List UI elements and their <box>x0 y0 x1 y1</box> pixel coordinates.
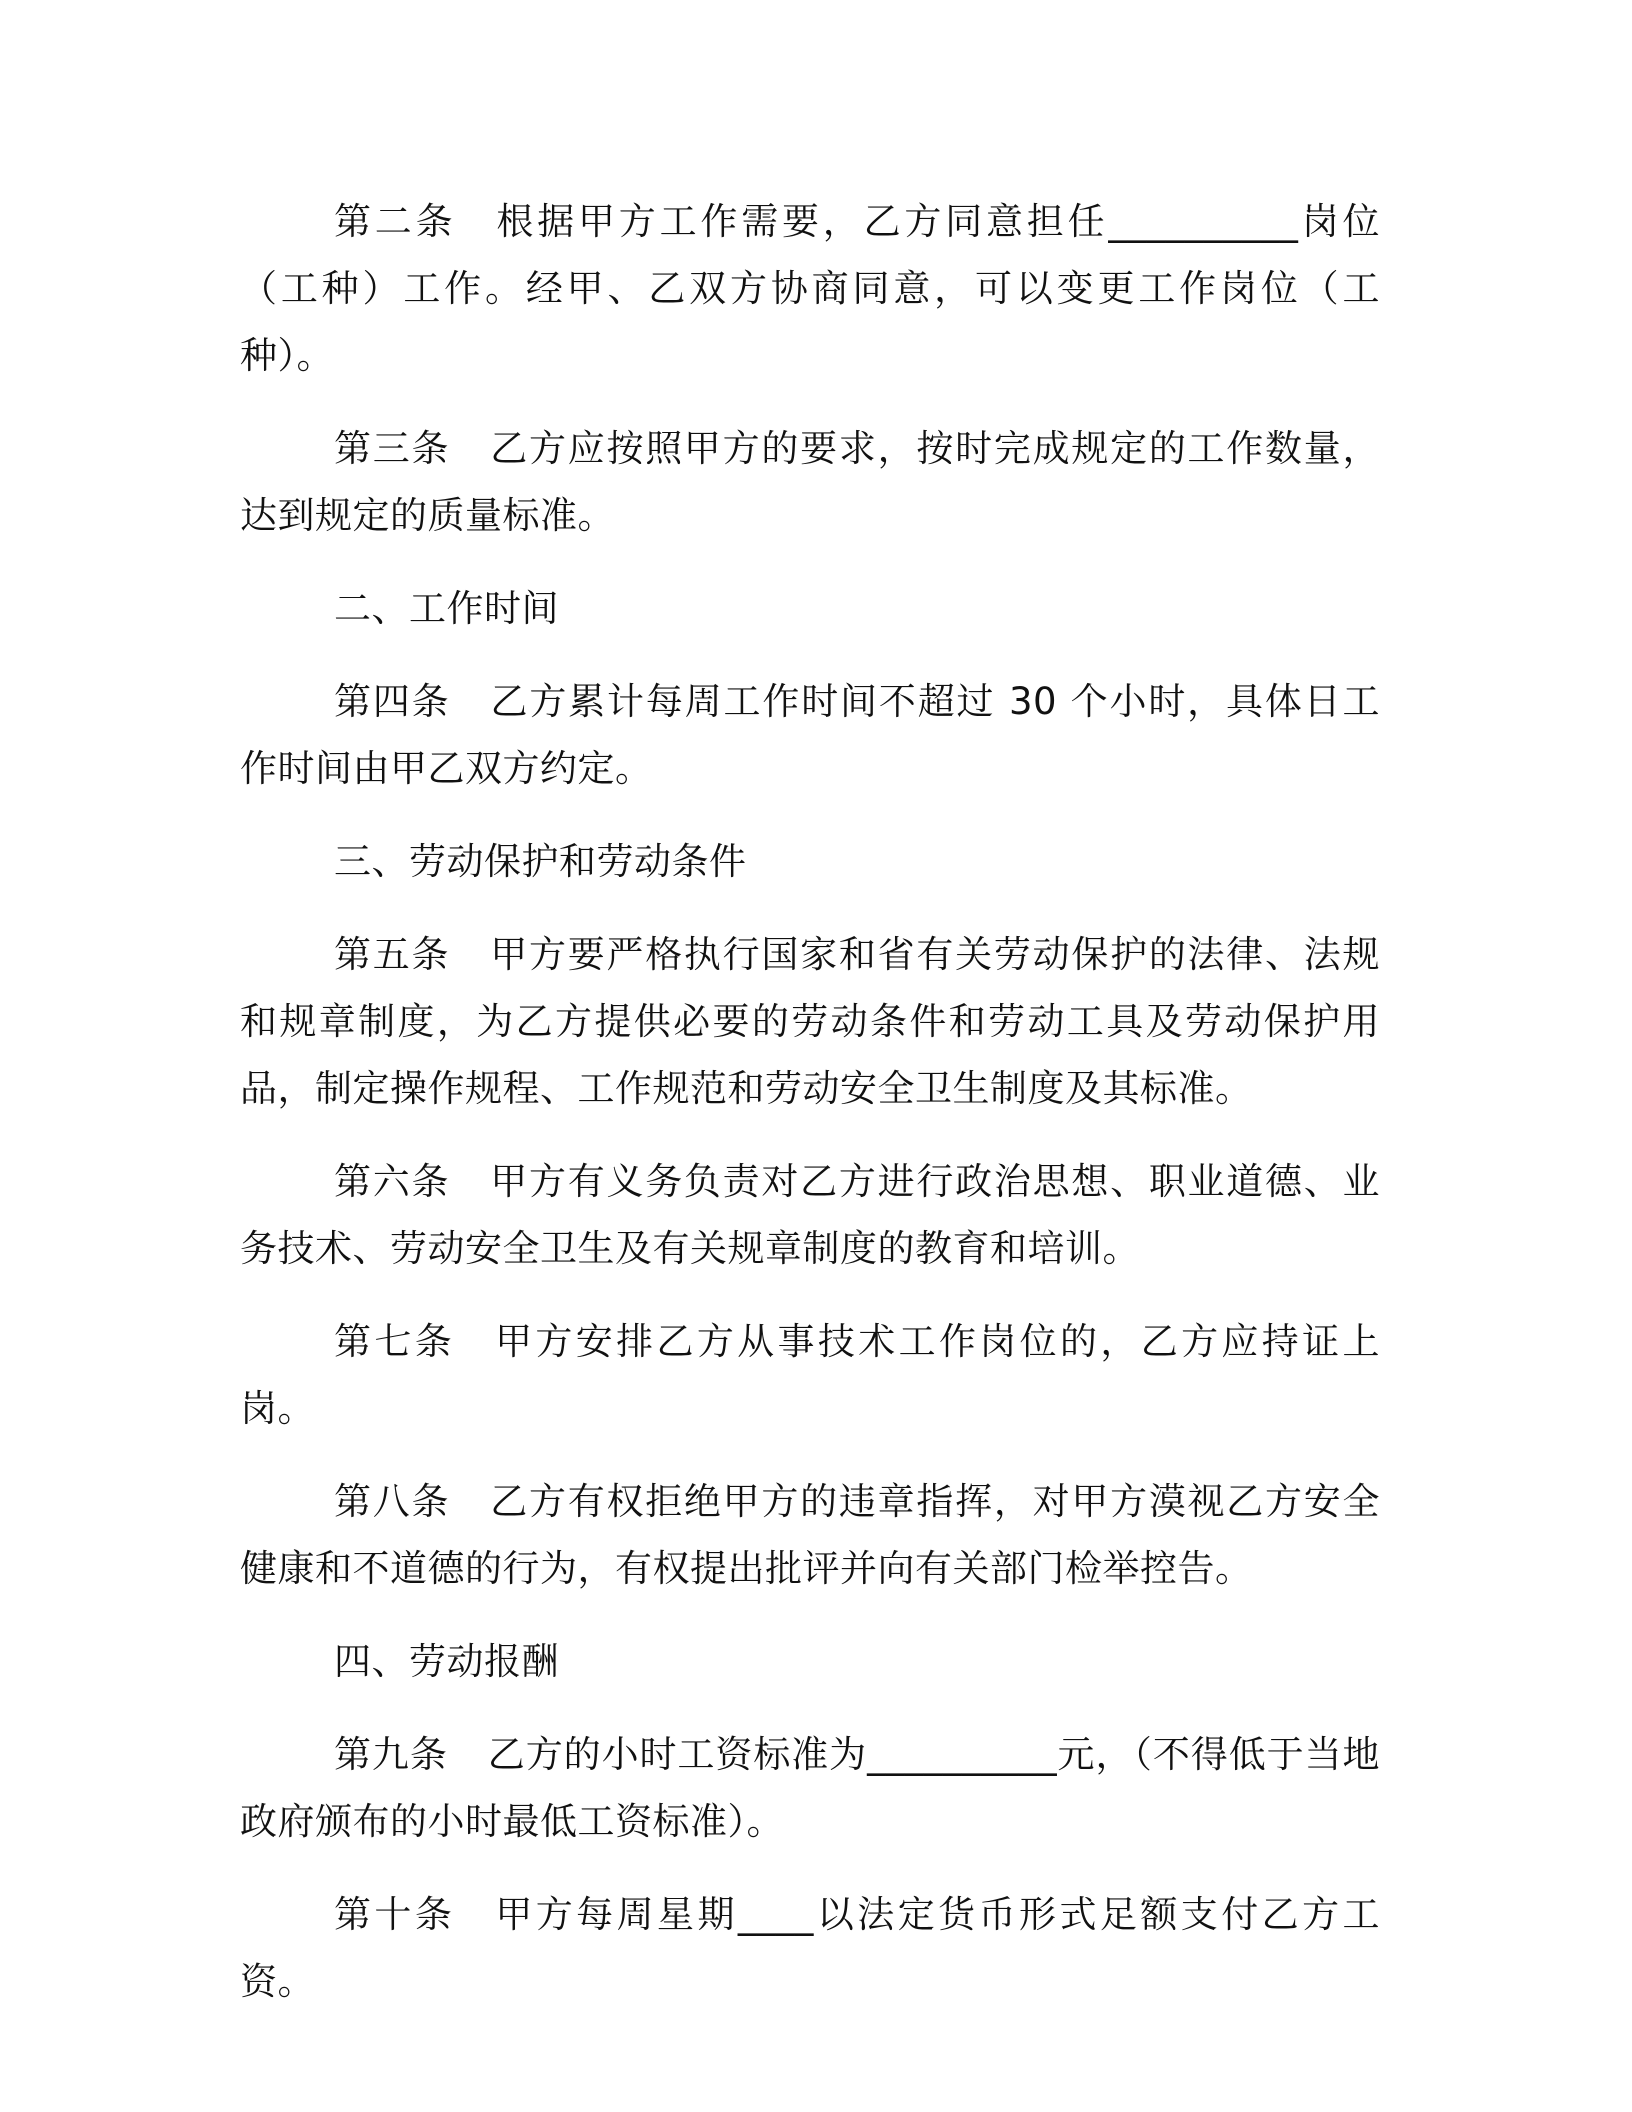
article-2 <box>240 188 1380 389</box>
article-10 <box>240 1881 1380 2015</box>
section-heading-labor-protection <box>240 828 1380 895</box>
article-number: 第八条 <box>334 1480 451 1523</box>
article-text: 甲方安排乙方从事技术工作岗位的，乙方应持证上岗。 <box>240 1320 1380 1430</box>
article-text: 甲方每周星期____以法定货币形式足额支付乙方工资。 <box>240 1893 1381 2003</box>
article-number: 第三条 <box>334 427 451 470</box>
section-heading-text: 三、劳动保护和劳动条件 <box>334 840 747 883</box>
article-9 <box>240 1721 1380 1855</box>
article-text: 乙方有权拒绝甲方的违章指挥，对甲方漠视乙方安全健康和不道德的行为，有权提出批评并向有关部门检举控告。 <box>240 1480 1381 1590</box>
article-5 <box>240 921 1380 1122</box>
article-6 <box>240 1148 1380 1282</box>
article-text: 乙方的小时工资标准为__________元，（不得低于当地政府颁布的小时最低工资标准）。 <box>240 1733 1381 1843</box>
article-number: 第五条 <box>334 933 451 976</box>
article-4 <box>240 668 1380 802</box>
article-number: 第十条 <box>334 1893 456 1936</box>
article-text: 乙方应按照甲方的要求，按时完成规定的工作数量，达到规定的质量标准。 <box>240 427 1381 537</box>
section-heading-text: 二、工作时间 <box>334 587 559 630</box>
article-number: 第九条 <box>334 1733 448 1776</box>
article-text: 乙方累计每周工作时间不超过 30 个小时，具体日工作时间由甲乙双方约定。 <box>240 680 1381 790</box>
article-number: 第二条 <box>334 200 457 243</box>
article-number: 第六条 <box>334 1160 451 1203</box>
article-3 <box>240 415 1380 549</box>
article-number: 第七条 <box>334 1320 456 1363</box>
document-page <box>240 188 1380 2041</box>
article-text: 甲方要严格执行国家和省有关劳动保护的法律、法规和规章制度，为乙方提供必要的劳动条件和劳动工具及劳动保护用品，制定操作规程、工作规范和劳动安全卫生制度及其标准。 <box>240 933 1381 1110</box>
section-heading-text: 四、劳动报酬 <box>334 1640 559 1683</box>
article-7 <box>240 1308 1380 1442</box>
article-text: 根据甲方工作需要，乙方同意担任__________岗位（工种）工作。经甲、乙双方协商同意，可以变更工作岗位（工种）。 <box>240 200 1381 377</box>
section-heading-work-time <box>240 575 1380 642</box>
article-text: 甲方有义务负责对乙方进行政治思想、职业道德、业务技术、劳动安全卫生及有关规章制度的教育和培训。 <box>240 1160 1381 1270</box>
article-number: 第四条 <box>334 680 451 723</box>
section-heading-remuneration <box>240 1628 1380 1695</box>
article-8 <box>240 1468 1380 1602</box>
